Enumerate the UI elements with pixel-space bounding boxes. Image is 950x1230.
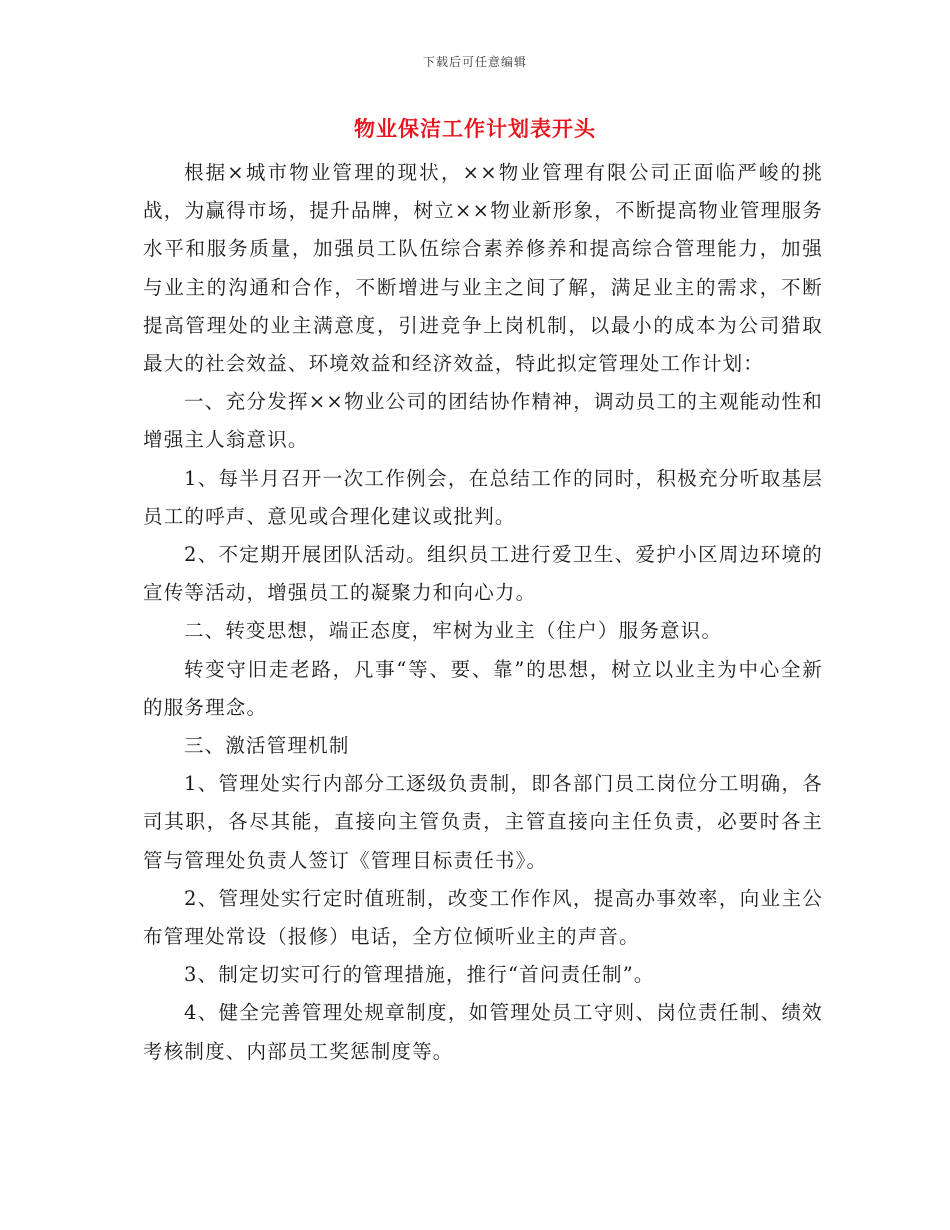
paragraph-section-2: 二、转变思想，端正态度，牢树为业主（住户）服务意识。 (183, 619, 723, 643)
paragraph-item-3-4: 4、健全完善管理处规章制度，如管理处员工守则、岗位责任制、绩效考核制度、内部员工奖惩制度等。 (143, 1001, 823, 1063)
paragraph-intro: 根据×城市物业管理的现状，××物业管理有限公司正面临严峻的挑战，为赢得市场，提升品牌，树立××物业新形象，不断提高物业管理服务水平和服务质量，加强员工队伍综合素养修养和提高综合管理能力，加强与业主的沟通和合作，不断增进与业主之间了解，满足业主的需求，不断提高管理处的业主满意度，引进竞争上岗机制，以最小的成本为公司猎取最大的社会效益、环境效益和经济效益，特此拟定管理处工作计划： (143, 161, 823, 376)
paragraph-section-3: 三、激活管理机制 (183, 734, 350, 758)
paragraph-section-2-body: 转变守旧走老路，凡事“等、要、靠”的思想，树立以业主为中心全新的服务理念。 (143, 657, 823, 719)
paragraph-item-1-2: 2、不定期开展团队活动。组织员工进行爱卫生、爱护小区周边环境的宣传等活动，增强员工的凝聚力和向心力。 (143, 543, 823, 605)
paragraph-item-3-3: 3、制定切实可行的管理措施，推行“首问责任制”。 (183, 963, 655, 987)
paragraph-item-3-2: 2、管理处实行定时值班制，改变工作作风，提高办事效率，向业主公布管理处常设（报修）电话，全方位倾听业主的声音。 (143, 886, 823, 949)
paragraph-item-1-1: 1、每半月召开一次工作例会，在总结工作的同时，积极充分听取基层员工的呼声、意见或合理化建议或批判。 (143, 466, 823, 528)
page-header-note: 下载后可任意编辑 (422, 55, 527, 69)
paragraph-section-1: 一、充分发挥××物业公司的团结协作精神，调动员工的主观能动性和增强主人翁意识。 (143, 390, 823, 452)
paragraph-item-3-1: 1、管理处实行内部分工逐级负责制，即各部门员工岗位分工明确，各司其职，各尽其能，直接向主管负责，主管直接向主任负责，必要时各主管与管理处负责人签订《管理目标责任书》。 (143, 772, 823, 872)
document-body (143, 154, 823, 1071)
document-title: 物业保洁工作计划表开头 (354, 116, 596, 141)
